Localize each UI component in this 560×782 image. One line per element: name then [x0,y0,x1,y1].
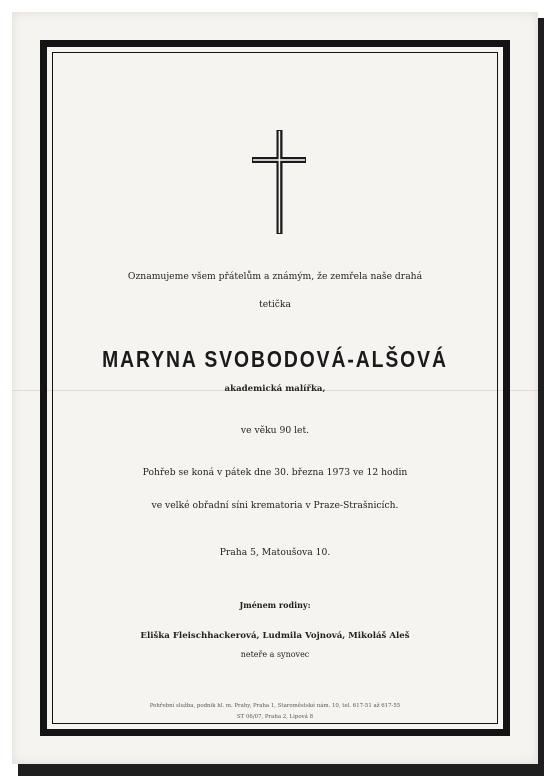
cross-icon [252,130,306,234]
family-heading: Jménem rodiny: [239,600,311,610]
printer-imprint-line1: Pohřební služba, podnik hl. m. Prahy, Praha 1, Staroměstské nám. 10, tel. 617-51 až 617-55 [149,703,401,709]
funeral-date-text: Pohřeb se koná v pátek dne 30. března 1973 ve 12 hodin [142,467,408,478]
age-text: ve věku 90 let. [240,425,310,436]
deceased-name: MARYNA SVOBODOVÁ-ALŠOVÁ [102,346,448,372]
relation-text: tetička [259,299,291,310]
funeral-place-text: ve velké obřadní síni krematoria v Praze-Strašnicích. [151,500,399,511]
family-names: Eliška Fleischhackerová, Ludmila Vojnová, Mikoláš Aleš [140,631,410,641]
profession-text: akademická malířka, [224,384,326,394]
family-relation: neteře a synovec [240,650,310,659]
intro-text: Oznamujeme všem přátelům a známým, že zemřela naše drahá [127,271,423,282]
printer-imprint-line2: ST 06/07, Praha 2, Lipová 8 [236,714,314,720]
notice-paper [12,12,538,764]
address-text: Praha 5, Matoušova 10. [219,547,331,558]
